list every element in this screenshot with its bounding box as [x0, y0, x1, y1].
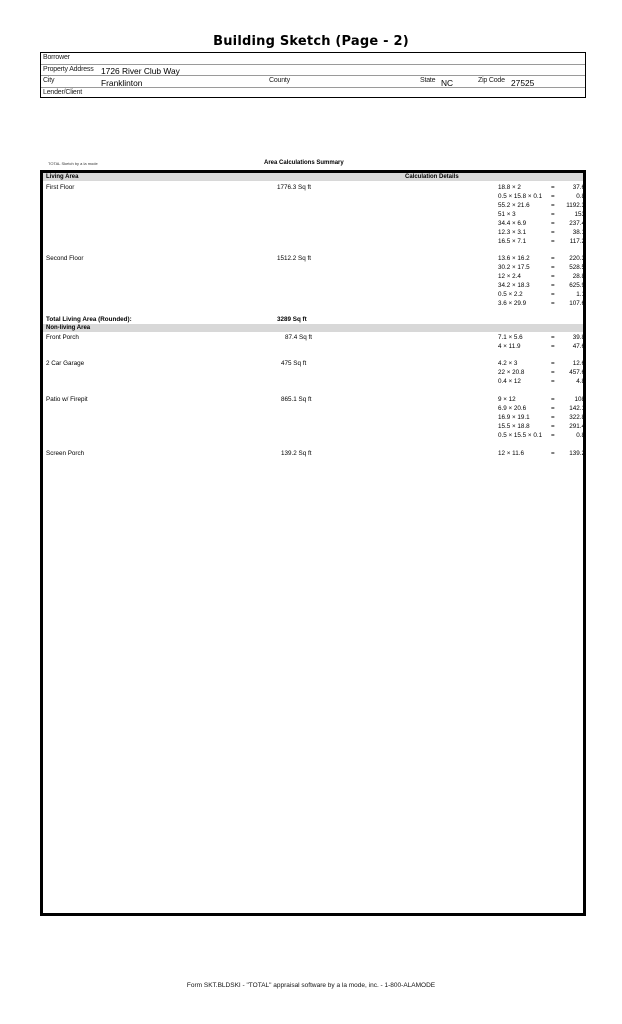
calc-result: 4.8 [576, 378, 585, 385]
calc-eq: = [551, 396, 555, 403]
calc-result: 322.8 [569, 414, 585, 421]
calc-expr: 55.2 × 21.6 [498, 202, 530, 209]
calc-expr: 4 × 11.9 [498, 343, 521, 350]
calc-result: 39.8 [572, 334, 585, 341]
city-row [41, 76, 585, 88]
calc-line [498, 184, 585, 193]
calc-eq: = [551, 255, 555, 262]
address-value: 1726 River Club Way [101, 66, 180, 76]
calc-list [498, 334, 585, 352]
calc-eq: = [551, 184, 555, 191]
calc-result: 37.6 [572, 184, 585, 191]
area-calculations-frame [40, 170, 586, 916]
calc-line [498, 396, 585, 405]
calc-result: 457.6 [569, 369, 585, 376]
calc-eq: = [551, 405, 555, 412]
calc-eq: = [551, 450, 555, 457]
zip-value: 27525 [511, 77, 535, 88]
area-value: 475 Sq ft [281, 360, 307, 367]
calc-expr: 16.9 × 19.1 [498, 414, 530, 421]
calc-eq: = [551, 378, 555, 385]
calc-eq: = [551, 423, 555, 430]
calc-result: 1.1 [576, 291, 585, 298]
calc-expr: 12 × 11.6 [498, 450, 524, 457]
calc-result: 0.8 [576, 193, 585, 200]
software-note: TOTAL Sketch by a la mode [48, 161, 98, 166]
area-name: Screen Porch [46, 450, 85, 457]
calc-list [498, 450, 585, 459]
calc-expr: 7.1 × 5.6 [498, 334, 523, 341]
calc-expr: 34.4 × 6.9 [498, 220, 527, 227]
calc-result: 142.1 [569, 405, 585, 412]
calc-eq: = [551, 229, 555, 236]
calc-result: 38.1 [572, 229, 585, 236]
calc-eq: = [551, 273, 555, 280]
calc-eq: = [551, 300, 555, 307]
calc-expr: 0.5 × 2.2 [498, 291, 523, 298]
calc-expr: 13.6 × 16.2 [498, 255, 530, 262]
calc-result: 107.6 [569, 300, 585, 307]
calc-result: 28.8 [572, 273, 585, 280]
calc-eq: = [551, 193, 555, 200]
calc-result: 528.5 [569, 264, 585, 271]
area-value: 1512.2 Sq ft [277, 255, 311, 262]
calc-expr: 15.5 × 18.8 [498, 423, 530, 430]
calc-expr: 0.5 × 15.8 × 0.1 [498, 193, 543, 200]
area-value: 865.1 Sq ft [281, 396, 312, 403]
calc-eq: = [551, 369, 555, 376]
calc-result: 220.3 [569, 255, 585, 262]
calc-line [498, 300, 585, 309]
calc-expr: 16.5 × 7.1 [498, 238, 527, 245]
calc-line [498, 211, 585, 220]
calc-result: 625.9 [569, 282, 585, 289]
total-living-label: Total Living Area (Rounded): [46, 316, 132, 323]
total-living-value: 3289 Sq ft [277, 316, 307, 323]
calc-result: 1192.3 [566, 202, 585, 209]
calc-expr: 30.2 × 17.5 [498, 264, 530, 271]
calc-result: 117.2 [569, 238, 585, 245]
calc-line [498, 334, 585, 343]
calc-list [498, 360, 585, 387]
calc-expr: 34.2 × 18.3 [498, 282, 530, 289]
non-living-label: Non-living Area [46, 324, 91, 331]
calc-result: 12.6 [572, 360, 585, 367]
area-name: Second Floor [46, 255, 84, 262]
borrower-row [41, 53, 585, 65]
state-value: NC [441, 77, 454, 88]
calc-result: 237.4 [569, 220, 585, 227]
city-value: Franklinton [101, 77, 143, 88]
calc-result: 153 [574, 211, 585, 218]
calc-line [498, 432, 585, 441]
page-title: Building Sketch (Page - 2) [213, 34, 409, 49]
calc-line [498, 238, 585, 247]
borrower-label: Borrower [43, 54, 70, 61]
state-label: State [420, 77, 436, 84]
calc-expr: 12.3 × 3.1 [498, 229, 527, 236]
calc-line [498, 378, 585, 387]
calc-line [498, 282, 585, 291]
calc-expr: 0.5 × 15.5 × 0.1 [498, 432, 543, 439]
calc-eq: = [551, 202, 555, 209]
calc-expr: 3.6 × 29.9 [498, 300, 527, 307]
calc-result: 0.8 [576, 432, 585, 439]
calc-eq: = [551, 264, 555, 271]
calc-eq: = [551, 343, 555, 350]
calc-line [498, 343, 585, 352]
calc-eq: = [551, 414, 555, 421]
calc-line [498, 273, 585, 282]
page-footer: Form SKT.BLDSKI - "TOTAL" appraisal software by a la mode, inc. - 1-800-ALAMODE [186, 982, 436, 989]
calc-line [498, 255, 585, 264]
calc-eq: = [551, 282, 555, 289]
calc-expr: 18.8 × 2 [498, 184, 521, 191]
calc-line [498, 360, 585, 369]
living-area-label: Living Area [46, 173, 79, 180]
calc-list [498, 255, 585, 309]
calc-line [498, 229, 585, 238]
address-label: Property Address [43, 65, 94, 73]
living-area-band [43, 173, 583, 181]
property-info-box [40, 52, 586, 98]
calc-list [498, 184, 585, 247]
calc-expr: 51 × 3 [498, 211, 516, 218]
calc-eq: = [551, 238, 555, 245]
calc-line [498, 220, 585, 229]
non-living-band [43, 324, 583, 332]
calc-line [498, 405, 585, 414]
calc-expr: 22 × 20.8 [498, 369, 525, 376]
calc-line [498, 423, 585, 432]
calc-expr: 9 × 12 [498, 396, 516, 403]
area-name: Patio w/ Firepit [46, 396, 88, 403]
lender-row [41, 88, 585, 100]
calc-expr: 6.9 × 20.6 [498, 405, 527, 412]
calc-details-label: Calculation Details [405, 173, 459, 180]
area-name: 2 Car Garage [46, 360, 85, 367]
calc-line [498, 414, 585, 423]
calc-result: 139.2 [569, 450, 585, 457]
calc-expr: 0.4 × 12 [498, 378, 521, 385]
calc-eq: = [551, 334, 555, 341]
calc-eq: = [551, 220, 555, 227]
area-name: First Floor [46, 184, 75, 191]
city-label: City [43, 77, 55, 84]
calc-eq: = [551, 360, 555, 367]
calc-line [498, 369, 585, 378]
lender-label: Lender/Client [43, 88, 83, 96]
area-value: 87.4 Sq ft [285, 334, 312, 341]
area-name: Front Porch [46, 334, 79, 341]
area-value: 1776.3 Sq ft [277, 184, 311, 191]
calc-expr: 4.2 × 3 [498, 360, 518, 367]
calc-result: 47.6 [572, 343, 585, 350]
calc-line [498, 202, 585, 211]
summary-title: Area Calculations Summary [264, 160, 344, 166]
address-row [41, 65, 585, 77]
calc-result: 291.4 [569, 423, 585, 430]
calc-line [498, 193, 585, 202]
calc-line [498, 264, 585, 273]
calc-line [498, 291, 585, 300]
calc-line [498, 450, 585, 459]
calc-eq: = [551, 211, 555, 218]
area-value: 139.2 Sq ft [281, 450, 312, 457]
calc-eq: = [551, 291, 555, 298]
calc-expr: 12 × 2.4 [498, 273, 521, 280]
calc-eq: = [551, 432, 555, 439]
calc-result: 108 [574, 396, 585, 403]
county-label: County [269, 77, 290, 84]
zip-label: Zip Code [478, 77, 505, 84]
calc-list [498, 396, 585, 441]
